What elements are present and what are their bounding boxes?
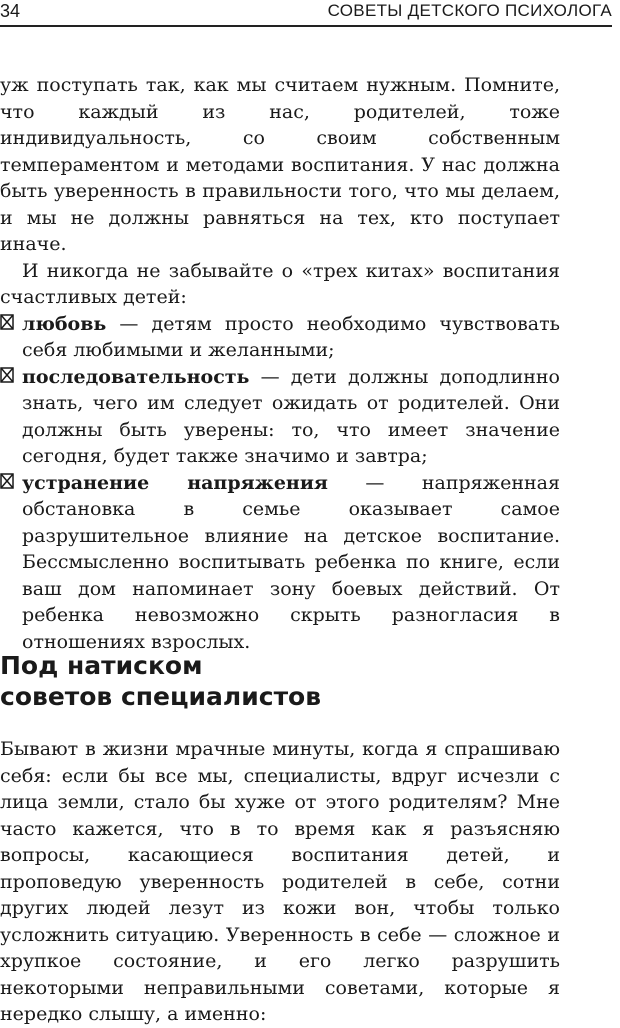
section-heading-line: советов специалистов [0,682,322,711]
paragraph-continued: уж поступать так, как мы считаем нужным. Помните, что каждый из нас, родителей, тоже индивидуальность, со своим собственным темпераментом и методами воспитания. У нас должна быть уверенность в правильности того, что мы делаем, и мы не должны равняться на тех, кто поступает иначе. [0,74,560,255]
bullet-list [0,311,560,656]
list-item [0,311,560,364]
paragraph-three-whales: И никогда не забывайте о «трех китах» воспитания счастливых детей: [0,259,560,308]
bullet-text: — дети должны доподлинно знать, чего им следует ожидать от родителей. Они должны быть уверены: то, что имеет значение сегодня, будет также значимо и завтра; [22,365,560,467]
checkbox-bullet-icon [0,314,14,330]
bullet-term: устранение напряжения [22,471,328,494]
text-block-bottom [0,736,560,1028]
header-rule [0,25,612,27]
checkbox-bullet-icon [0,473,14,489]
list-item [0,364,560,470]
section-heading-line: Под натиском [0,651,203,680]
section-heading [0,650,560,712]
bullet-text: — напряженная обстановка в семье оказывает самое разрушительное влияние на детское воспитание. Бессмысленно воспитывать ребенка по книге, если ваш дом напоминает зону боевых действий. От ребенка невозможно скрыть разногласия в отношениях взрослых. [22,471,560,653]
text-block-top [0,72,560,655]
bullet-term: любовь [22,312,107,335]
bullet-term: последовательность [22,365,250,388]
paragraph-specialists: Бывают в жизни мрачные минуты, когда я спрашиваю себя: если бы все мы, специалисты, вдруг исчезли с лица земли, стало бы хуже от этого родителям? Мне часто кажется, что в то время как я разъясняю вопросы, касающиеся воспитания детей, и проповедую уверенность родителей в себе, сотни других людей лезут из кожи вон, чтобы только усложнить ситуацию. Уверенность в себе — сложное и хрупкое состояние, и его легко разрушить некоторыми неправильными советами, которые я нередко слышу, а именно: [0,738,560,1025]
page-header [0,0,620,30]
bullet-text: — детям просто необходимо чувствовать себя любимыми и желанными; [22,312,560,361]
running-title: СОВЕТЫ ДЕТСКОГО ПСИХОЛОГА [327,1,612,20]
checkbox-bullet-icon [0,367,14,383]
page-number: 34 [0,1,21,21]
list-item [0,470,560,656]
